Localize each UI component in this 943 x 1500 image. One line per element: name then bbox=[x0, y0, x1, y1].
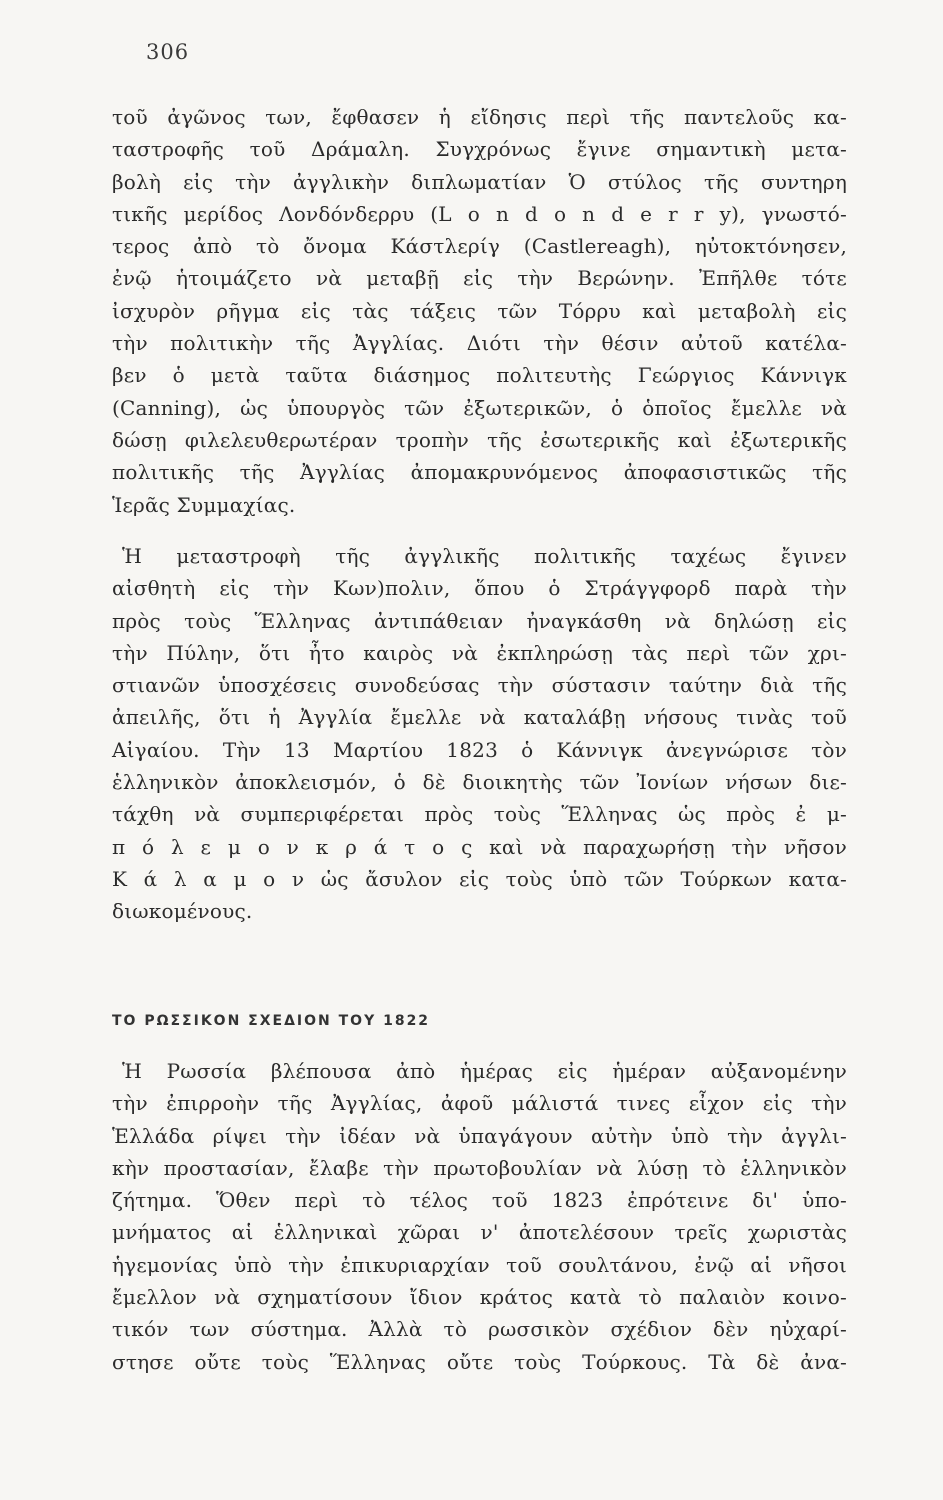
text-line: ἡγεμονίας ὑπὸ τὴν ἐπικυριαρχίαν τοῦ σουλτάνου, ἐνῷ αἱ νῆσοι bbox=[112, 1252, 847, 1277]
text-line: ζήτημα. Ὅθεν περὶ τὸ τέλος τοῦ 1823 ἐπρότεινε δι' ὑπο- bbox=[112, 1188, 847, 1213]
text-line: βολὴ εἰς τὴν ἀγγλικὴν διπλωματίαν Ὁ στύλος τῆς συντηρη bbox=[112, 169, 847, 194]
paragraph-1 bbox=[112, 101, 847, 521]
text-line: βεν ὁ μετὰ ταῦτα διάσημος πολιτευτὴς Γεώργιος Κάννιγκ bbox=[112, 363, 847, 388]
text-line: ἑλληνικὸν ἀποκλεισμόν, ὁ δὲ διοικητὴς τῶν Ἰονίων νήσων διε- bbox=[112, 770, 847, 795]
text-line: π ό λ ε μ ο ν κ ρ ά τ ο ς καὶ νὰ παραχωρήσῃ τὴν νῆσον bbox=[112, 834, 847, 859]
text-line: πρὸς τοὺς Ἕλληνας ἀντιπάθειαν ἠναγκάσθη νὰ δηλώσῃ εἰς bbox=[112, 608, 847, 633]
text-line: τὴν Πύλην, ὅτι ἦτο καιρὸς νὰ ἐκπληρώσῃ τὰς περὶ τῶν χρι- bbox=[112, 640, 847, 665]
text-line: Ἡ μεταστροφὴ τῆς ἀγγλικῆς πολιτικῆς ταχέως ἔγινεν bbox=[122, 544, 847, 568]
text-line: ἔμελλον νὰ σχηματίσουν ἴδιον κράτος κατὰ τὸ παλαιὸν κοινο- bbox=[112, 1285, 847, 1310]
text-line: ἐνῷ ἡτοιμάζετο νὰ μεταβῇ εἰς τὴν Βερώνην. Ἐπῆλθε τότε bbox=[112, 266, 847, 291]
text-line: ἀπειλῆς, ὅτι ἡ Ἀγγλία ἔμελλε νὰ καταλάβῃ νήσους τινὰς τοῦ bbox=[112, 705, 847, 730]
text-line: Αἰγαίου. Τὴν 13 Μαρτίου 1823 ὁ Κάννιγκ ἀνεγνώρισε τὸν bbox=[112, 737, 847, 762]
page-number: 306 bbox=[146, 40, 190, 64]
text-line: τάχθη νὰ συμπεριφέρεται πρὸς τοὺς Ἕλληνας ὡς πρὸς ἐ μ- bbox=[112, 802, 847, 827]
text-line: τικῆς μερίδος Λονδόνδερρυ (L o n d o n d e r r y), γνωστό- bbox=[112, 201, 847, 226]
paragraph-3 bbox=[112, 1055, 847, 1378]
text-line: διωκομένους. bbox=[112, 899, 253, 924]
text-line: Ἱερᾶς Συμμαχίας. bbox=[112, 492, 296, 517]
text-line: Ἑλλάδα ρίψει τὴν ἰδέαν νὰ ὑπαγάγουν αὐτὴν ὑπὸ τὴν ἀγγλι- bbox=[112, 1123, 847, 1148]
text-line: τικόν των σύστημα. Ἀλλὰ τὸ ρωσσικὸν σχέδιον δὲν ηὐχαρί- bbox=[112, 1317, 847, 1342]
text-line: ταστροφῆς τοῦ Δράμαλη. Συγχρόνως ἔγινε σημαντικὴ μετα- bbox=[112, 137, 847, 162]
text-line: στησε οὔτε τοὺς Ἕλληνας οὔτε τοὺς Τούρκους. Τὰ δὲ ἀνα- bbox=[112, 1349, 847, 1374]
text-line: δώσῃ φιλελευθερωτέραν τροπὴν τῆς ἐσωτερικῆς καὶ ἐξωτερικῆς bbox=[112, 427, 847, 452]
text-line: στιανῶν ὑποσχέσεις συνοδεύσας τὴν σύστασιν ταύτην διὰ τῆς bbox=[112, 673, 847, 698]
section-heading: ΤΟ ΡΩΣΣΙΚΟΝ ΣΧΕΔΙΟΝ ΤΟΥ 1822 bbox=[112, 1013, 431, 1029]
paragraph-2 bbox=[112, 540, 847, 928]
text-line: (Canning), ὡς ὑπουργὸς τῶν ἐξωτερικῶν, ὁ ὁποῖος ἔμελλε νὰ bbox=[112, 395, 847, 420]
text-line: ἰσχυρὸν ρῆγμα εἰς τὰς τάξεις τῶν Τόρρυ καὶ μεταβολὴ εἰς bbox=[112, 298, 847, 323]
text-line: Κ ά λ α μ ο ν ὡς ἄσυλον εἰς τοὺς ὑπὸ τῶν Τούρκων κατα- bbox=[112, 866, 847, 891]
text-line: τερος ἀπὸ τὸ ὄνομα Κάστλερίγ (Castlereagh), ηὐτοκτόνησεν, bbox=[112, 234, 847, 259]
text-line: τὴν πολιτικὴν τῆς Ἀγγλίας. Διότι τὴν θέσιν αὐτοῦ κατέλα- bbox=[112, 331, 847, 356]
text-line: τὴν ἐπιρροὴν τῆς Ἀγγλίας, ἀφοῦ μάλιστά τινες εἶχον εἰς τὴν bbox=[112, 1091, 847, 1116]
text-line: αἰσθητὴ εἰς τὴν Κων)πολιν, ὅπου ὁ Στράγγφορδ παρὰ τὴν bbox=[112, 576, 847, 601]
text-line: κὴν προστασίαν, ἔλαβε τὴν πρωτοβουλίαν νὰ λύσῃ τὸ ἑλληνικὸν bbox=[112, 1155, 847, 1180]
text-line: Ἡ Ρωσσία βλέπουσα ἀπὸ ἡμέρας εἰς ἡμέραν αὐξανομένην bbox=[122, 1059, 847, 1083]
text-line: πολιτικῆς τῆς Ἀγγλίας ἀπομακρυνόμενος ἀποφασιστικῶς τῆς bbox=[112, 460, 847, 485]
text-line: μνήματος αἱ ἑλληνικαὶ χῶραι ν' ἀποτελέσουν τρεῖς χωριστὰς bbox=[112, 1220, 847, 1245]
text-line: τοῦ ἀγῶνος των, ἔφθασεν ἡ εἴδησις περὶ τῆς παντελοῦς κα- bbox=[112, 105, 847, 129]
